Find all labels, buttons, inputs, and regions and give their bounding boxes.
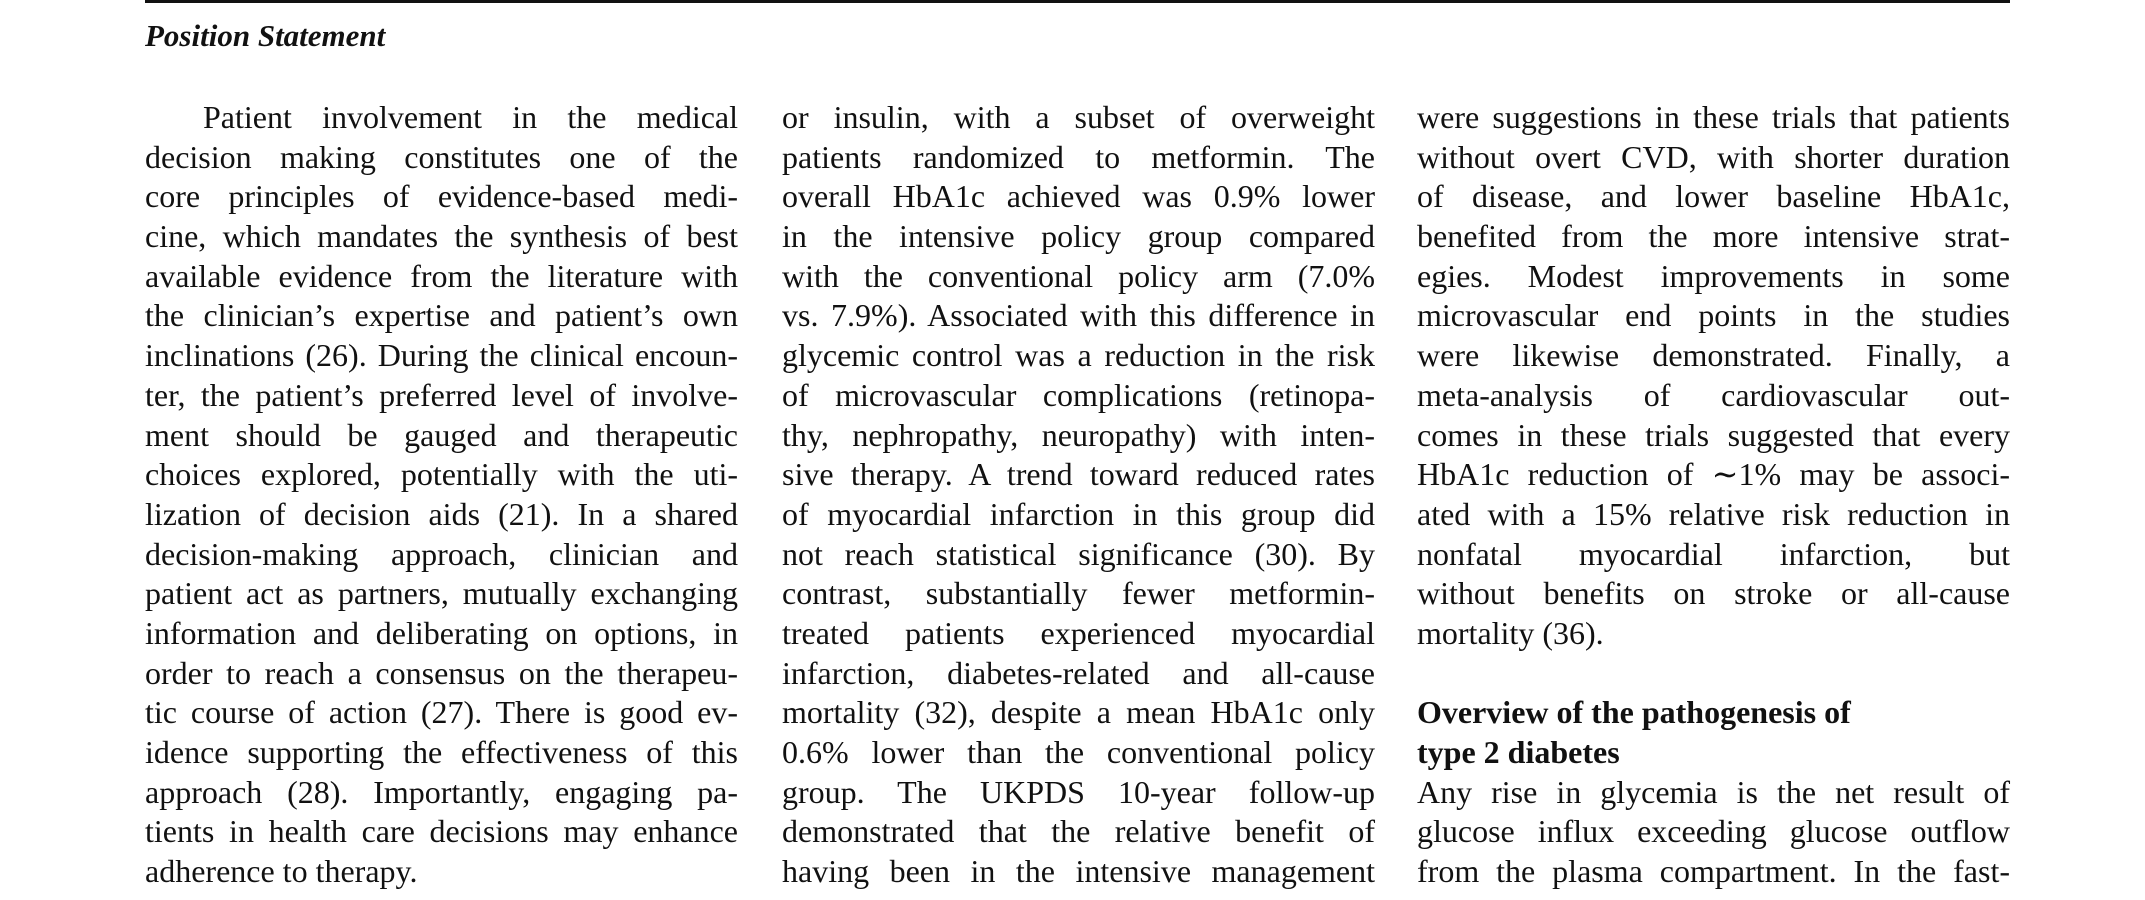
text-column-3 <box>1417 98 2010 892</box>
text-line: meta-analysis of cardiovascular out- <box>1417 376 2010 413</box>
text-line: not reach statistical significance (30). By <box>782 535 1375 572</box>
text-line: having been in the intensive management <box>782 853 1375 890</box>
text-line: of microvascular complications (retinopa- <box>782 376 1375 413</box>
text-line: core principles of evidence-based medi- <box>145 178 738 215</box>
text-line: or insulin, with a subset of overweight <box>782 99 1375 135</box>
text-line: contrast, substantially fewer metformin- <box>782 575 1375 612</box>
text-line: overall HbA1c achieved was 0.9% lower <box>782 178 1375 215</box>
text-line: demonstrated that the relative benefit of <box>782 813 1375 850</box>
text-line: sive therapy. A trend toward reduced rates <box>782 456 1375 493</box>
text-line: information and deliberating on options, in <box>145 614 738 651</box>
text-line: available evidence from the literature with <box>145 257 738 294</box>
text-line: patients randomized to metformin. The <box>782 138 1375 175</box>
text-line: thy, nephropathy, neuropathy) with inten- <box>782 416 1375 453</box>
text-line: comes in these trials suggested that every <box>1417 416 2010 453</box>
text-line: cine, which mandates the synthesis of best <box>145 218 738 255</box>
text-line: ment should be gauged and therapeutic <box>145 416 738 453</box>
text-line: microvascular end points in the studies <box>1417 297 2010 334</box>
text-line: without benefits on stroke or all-cause <box>1417 575 2010 612</box>
text-line: Patient involvement in the medical <box>203 99 738 135</box>
text-line: tic course of action (27). There is good ev- <box>145 694 738 731</box>
text-column-1 <box>145 98 738 892</box>
text-column-2 <box>782 98 1375 892</box>
text-line: adherence to therapy. <box>145 853 418 890</box>
text-line: of disease, and lower baseline HbA1c, <box>1417 178 2010 215</box>
text-line: idence supporting the effectiveness of this <box>145 734 738 770</box>
text-line: in the intensive policy group compared <box>782 218 1375 255</box>
text-line: 0.6% lower than the conventional policy <box>782 734 1375 770</box>
text-line: the clinician’s expertise and patient’s own <box>145 297 738 334</box>
text-line: without overt CVD, with shorter duration <box>1417 138 2010 175</box>
text-line: decision making constitutes one of the <box>145 138 738 175</box>
text-line: Any rise in glycemia is the net result of <box>1417 773 2010 810</box>
text-line: benefited from the more intensive strat- <box>1417 218 2010 255</box>
text-line: nonfatal myocardial infarction, but <box>1417 535 2010 572</box>
text-line: egies. Modest improvements in some <box>1417 257 2010 294</box>
text-line: treated patients experienced myocardial <box>782 614 1375 651</box>
text-line: were likewise demonstrated. Finally, a <box>1417 337 2010 374</box>
text-line: choices explored, potentially with the uti- <box>145 456 738 493</box>
text-line: vs. 7.9%). Associated with this difference in <box>782 297 1375 334</box>
paragraph-gap <box>1417 654 2010 694</box>
text-line: glycemic control was a reduction in the risk <box>782 337 1375 374</box>
text-line: from the plasma compartment. In the fast- <box>1417 853 2010 890</box>
text-line: were suggestions in these trials that patients <box>1417 99 2010 135</box>
top-rule <box>145 0 2010 3</box>
text-line: tients in health care decisions may enhance <box>145 813 738 850</box>
text-line: approach (28). Importantly, engaging pa- <box>145 773 738 810</box>
text-line: inclinations (26). During the clinical encoun- <box>145 337 738 374</box>
section-header-label: Position Statement <box>145 18 386 53</box>
text-line: of myocardial infarction in this group did <box>782 495 1375 532</box>
text-line: glucose influx exceeding glucose outflow <box>1417 813 2010 850</box>
text-line: infarction, diabetes-related and all-cause <box>782 654 1375 691</box>
text-line: patient act as partners, mutually exchanging <box>145 575 738 612</box>
text-line: decision-making approach, clinician and <box>145 535 738 572</box>
text-line: ated with a 15% relative risk reduction in <box>1417 495 2010 532</box>
text-line: group. The UKPDS 10-year follow-up <box>782 773 1375 810</box>
section-heading: Overview of the pathogenesis of <box>1417 694 1851 731</box>
text-line: with the conventional policy arm (7.0% <box>782 257 1375 294</box>
text-line: order to reach a consensus on the therapeu- <box>145 654 738 691</box>
section-heading: type 2 diabetes <box>1417 734 1620 770</box>
text-line: HbA1c reduction of ∼1% may be associ- <box>1417 456 2010 493</box>
text-line: ter, the patient’s preferred level of involve- <box>145 376 738 413</box>
text-line: mortality (32), despite a mean HbA1c only <box>782 694 1375 731</box>
text-line: lization of decision aids (21). In a shared <box>145 495 738 532</box>
text-line: mortality (36). <box>1417 614 1604 651</box>
